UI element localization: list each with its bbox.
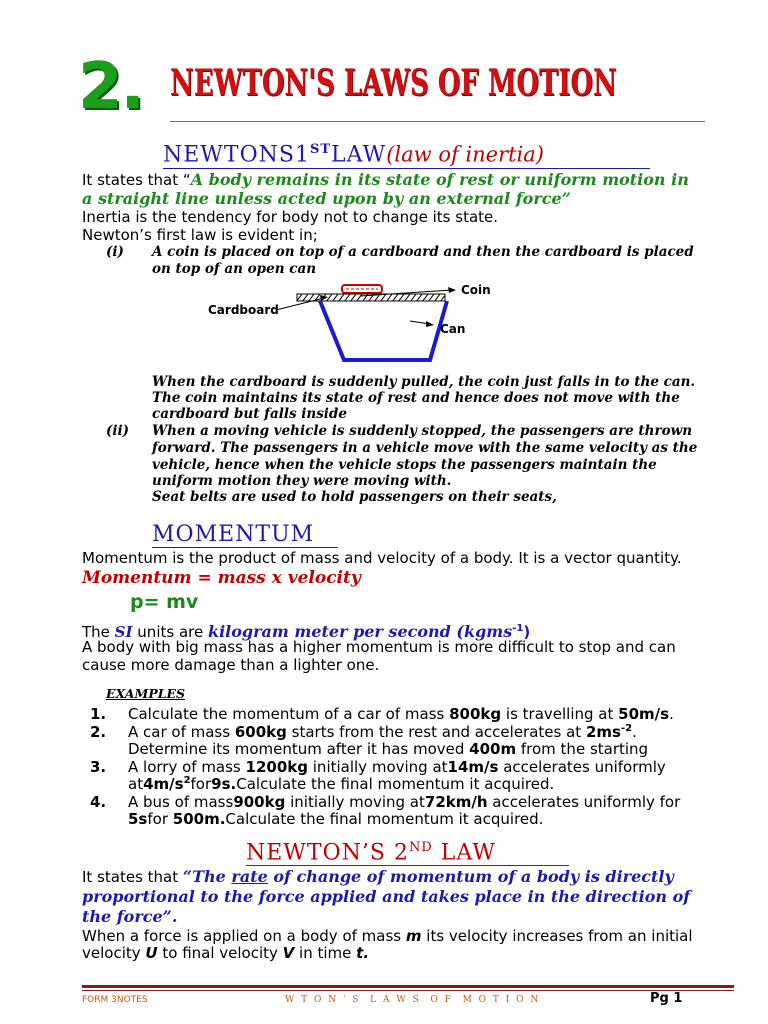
si-close: ) [523, 623, 531, 641]
example4-number: 4. [90, 793, 107, 811]
si-abbrev: SI [114, 623, 133, 641]
example3-text-c: initially moving at [308, 758, 448, 776]
law1-statement-intro: It states that “ [82, 171, 191, 189]
coin-explanation-line2: The coin maintains its state of rest and hence does not move with the [152, 390, 680, 406]
item1-line1: A coin is placed on top of a cardboard and then the cardboard is placed [152, 244, 694, 260]
law2-heading-sup: ND [408, 840, 433, 855]
example4-text-c: initially moving at [285, 793, 425, 811]
item2-line3: vehicle, hence when the vehicle stops the passengers maintain the [152, 457, 657, 473]
example1-mass: 800kg [449, 705, 502, 723]
footer-left: FORM 3NOTES [82, 995, 148, 1005]
law2-p-l2c: to final velocity [157, 944, 283, 962]
item2-line1: When a moving vehicle is suddenly stopped, the passengers are thrown [152, 423, 693, 439]
item1-number: (i) [106, 244, 124, 260]
example3-text-a: A lorry of mass [128, 758, 246, 776]
law2-paragraph-line1 [82, 928, 693, 945]
law2-p-final: V [282, 944, 295, 962]
example1-text-e: . [669, 705, 674, 723]
example3-line2 [128, 775, 554, 793]
footer-rule-thick [82, 985, 734, 988]
example3-text-e: accelerates uniformly [498, 758, 666, 776]
law2-p-l1a: When a force is applied on a body of mass [82, 927, 406, 945]
example1-text-a: Calculate the momentum of a car of mass [128, 705, 450, 723]
law2-s-rate: rate [231, 867, 268, 886]
example2-text-l2a: Determine its momentum after it has moved [128, 740, 470, 758]
law2-s-l1c: of change of momentum of a body is directly [267, 867, 674, 886]
law2-p-l2a: velocity [82, 944, 146, 962]
example3-text-l2c: for [190, 775, 212, 793]
example4-distance: 500m. [172, 810, 226, 828]
item1-line2: on top of an open can [152, 261, 317, 277]
example3-text-l2a: at [128, 775, 144, 793]
example3-number: 3. [90, 758, 107, 776]
cardboard-label: Cardboard [208, 303, 279, 317]
momentum-definition: Momentum is the product of mass and velocity of a body. It is a vector quantity. [82, 549, 682, 567]
first-law-evident: Newton’s first law is evident in; [82, 226, 318, 244]
coin-explanation-line3: cardboard but falls inside [152, 406, 347, 422]
example3-mass: 1200kg [245, 758, 308, 776]
item2-line5: Seat belts are used to hold passengers on their seats, [152, 489, 557, 505]
example2-number: 2. [90, 723, 107, 741]
law2-s-l1a: “The [182, 867, 232, 886]
si-the: The [82, 623, 115, 641]
law1-heading-paren: (law of inertia) [386, 142, 544, 167]
example4-velocity: 72km/h [424, 793, 488, 811]
footer-page-number: Pg 1 [650, 991, 683, 1006]
can-shape [320, 301, 447, 360]
example2-mass: 600kg [234, 723, 287, 741]
example3-line1 [128, 758, 666, 776]
example3-sup: 2 [183, 775, 191, 786]
example1-number: 1. [90, 705, 107, 723]
law2-paragraph-line2 [82, 945, 369, 962]
item2-number: (ii) [106, 423, 130, 439]
example1-text-c: is travelling at [501, 705, 619, 723]
momentum-heading: MOMENTUM [152, 522, 315, 547]
momentum-heading-underline [152, 547, 338, 548]
law2-heading-underline [246, 865, 569, 866]
example4-text-e: accelerates uniformly for [487, 793, 681, 811]
title-text: NEWTON'S LAWS OF MOTION [170, 62, 617, 104]
footer-rule-thin [82, 990, 734, 991]
law1-statement-line1 [82, 171, 689, 189]
momentum-formula-words: Momentum = mass x velocity [82, 568, 361, 588]
coin-explanation-line1: When the cardboard is suddenly pulled, the coin just falls in to the can. [152, 374, 696, 390]
law2-heading [246, 840, 496, 865]
law2-statement-line2: proportional to the force applied and takes place in the direction of [82, 887, 691, 906]
example4-text-l2b: for [147, 810, 173, 828]
law1-statement-text1: A body remains in its state of rest or uniform motion in [190, 170, 689, 189]
law2-heading-main: NEWTON’S 2 [246, 840, 409, 866]
can-label: Can [440, 322, 466, 336]
example2-sup: -2 [620, 723, 633, 734]
example2-text-e: . [632, 723, 637, 741]
si-sup: -1 [512, 623, 524, 634]
example2-line2 [128, 740, 648, 758]
law2-p-initial: U [145, 944, 158, 962]
example3-text-l2e: Calculate the final momentum it acquired. [236, 775, 555, 793]
example3-velocity: 14m/s [447, 758, 499, 776]
big-mass-line2: cause more damage than a lighter one. [82, 656, 380, 674]
big-mass-line1: A body with big mass has a higher momentum is more difficult to stop and can [82, 638, 676, 656]
law1-heading-law: LAW [331, 142, 387, 168]
law2-p-mass: m [405, 927, 422, 945]
si-units-are: units are [132, 623, 208, 641]
law1-heading [163, 142, 544, 167]
law2-statement-line1 [82, 868, 674, 886]
inertia-definition: Inertia is the tendency for body not to change its state. [82, 208, 499, 226]
law2-p-time: t. [356, 944, 370, 962]
example1-velocity: 50m/s [618, 705, 670, 723]
can-arrowhead [426, 321, 434, 327]
title-underline [170, 121, 705, 122]
title-number: 2. [78, 50, 143, 124]
law1-heading-sup: ST [309, 142, 332, 157]
example4-text-a: A bus of mass [128, 793, 234, 811]
coin-cardboard-can-diagram [200, 278, 480, 373]
law1-statement-line2: a straight line unless acted upon by an external force” [82, 189, 571, 208]
example2-text-a: A car of mass [128, 723, 235, 741]
example2-accel: 2ms [585, 723, 621, 741]
example2-text-c: starts from the rest and accelerates at [286, 723, 586, 741]
example2-line1 [128, 723, 637, 741]
law2-statement-line3: the force”. [82, 907, 178, 926]
item2-line2: forward. The passengers in a vehicle move with the same velocity as the [152, 440, 698, 456]
law1-heading-main: NEWTONS1 [163, 142, 310, 168]
example3-time: 9s. [211, 775, 237, 793]
example4-line2 [128, 810, 543, 828]
example4-mass: 900kg [233, 793, 286, 811]
example4-line1 [128, 793, 680, 811]
law2-p-l1c: its velocity increases from an initial [421, 927, 693, 945]
example3-accel: 4m/s [143, 775, 184, 793]
momentum-formula: p= mv [130, 591, 199, 613]
examples-heading: EXAMPLES [106, 686, 186, 701]
law2-p-l2e: in time [294, 944, 357, 962]
coin-label: Coin [461, 283, 491, 297]
law2-intro: It states that [82, 868, 183, 886]
si-value: kilogram meter per second (kgms [207, 622, 513, 641]
example1-line1 [128, 705, 674, 723]
footer-center: W T O N ' S L A W S O F M O T I O N [285, 995, 541, 1005]
item2-line4: uniform motion they were moving with. [152, 473, 452, 489]
law1-heading-underline [163, 168, 650, 169]
coin-arrowhead [448, 287, 456, 293]
law2-heading-law: LAW [432, 840, 496, 866]
example4-text-l2d: Calculate the final momentum it acquired. [225, 810, 544, 828]
example2-distance: 400m [469, 740, 517, 758]
example2-text-l2c: from the starting [516, 740, 649, 758]
example4-time: 5s [128, 810, 148, 828]
